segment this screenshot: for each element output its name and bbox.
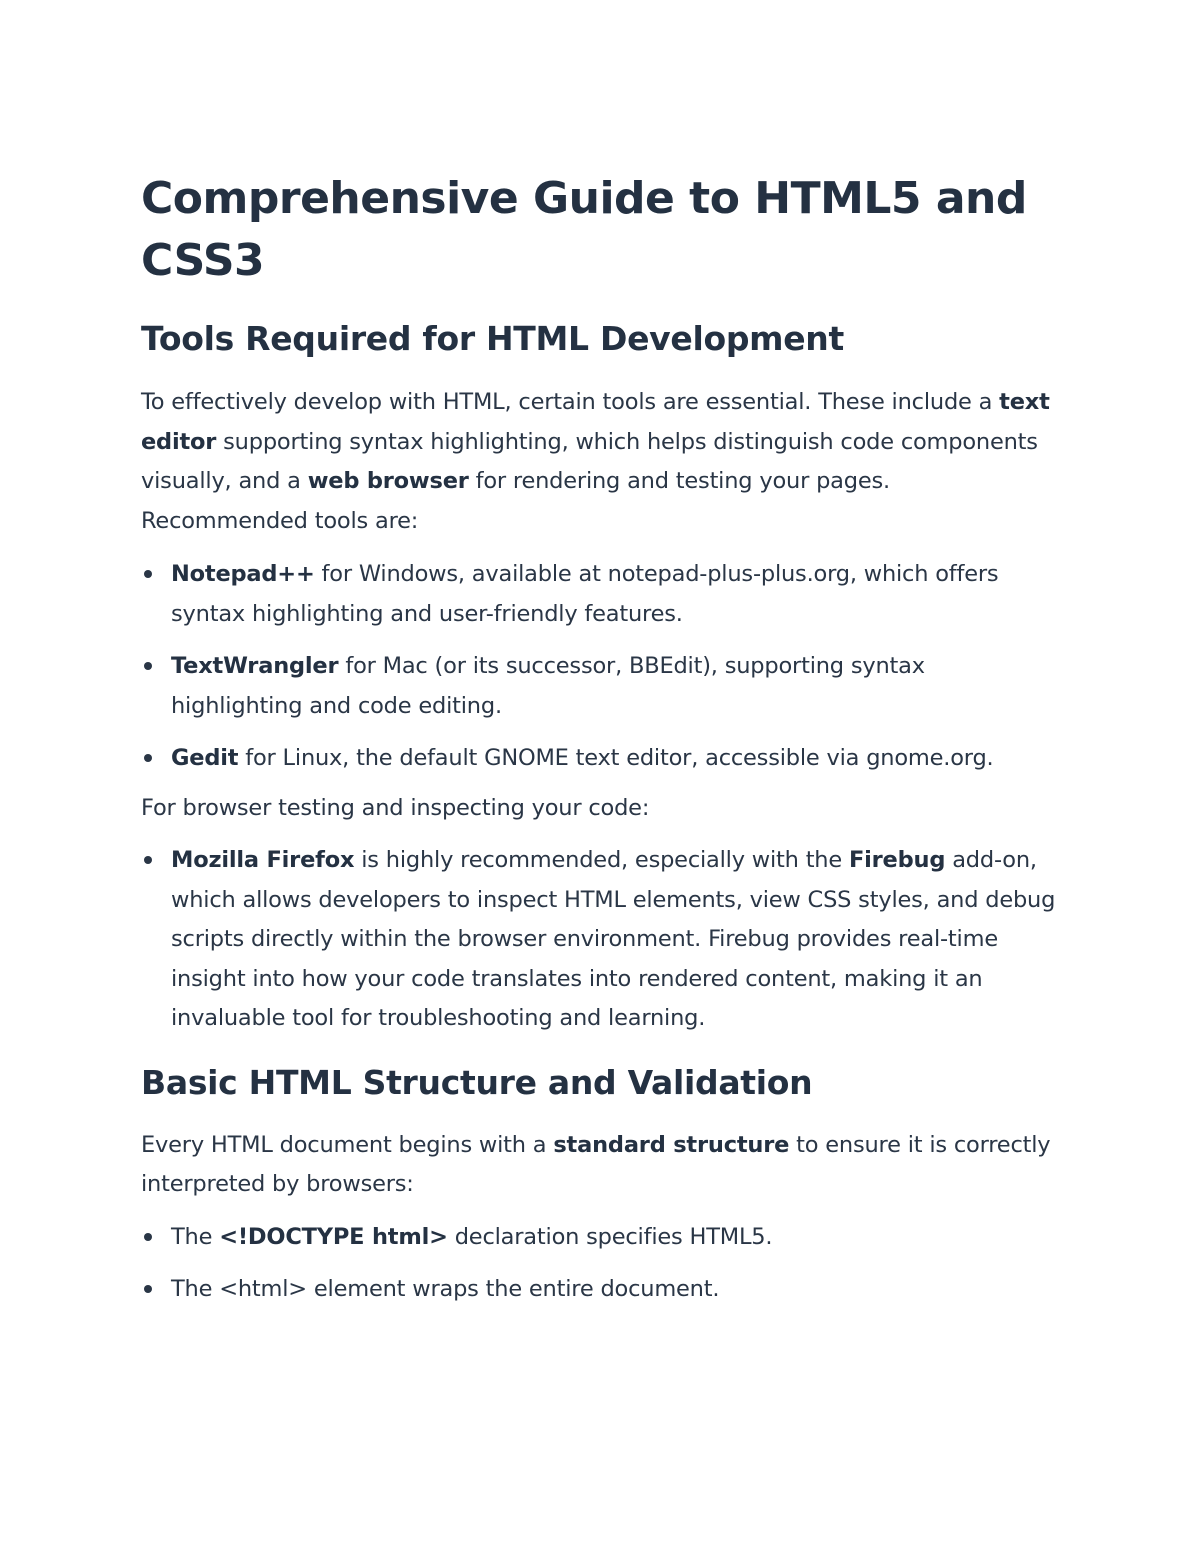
text-run: to ensure it is correctly interpreted by browsers: [141, 1131, 1051, 1197]
editor-list [141, 555, 1061, 779]
item-text: declaration specifies HTML5. [447, 1223, 773, 1250]
item-bold: TextWrangler [171, 653, 339, 679]
item-bold: Gedit [171, 745, 239, 771]
text-run: for rendering and testing your pages. Recommended tools are: [141, 468, 890, 534]
list-item [141, 647, 1061, 726]
section-heading-structure: Basic HTML Structure and Validation [141, 1062, 813, 1102]
bullet-icon [144, 754, 152, 762]
bullet-icon [144, 570, 152, 578]
item-bold: Mozilla Firefox [171, 847, 355, 873]
item-text: for Windows, available at notepad-plus-plus.org, which offers syntax highlighting and user-friendly features. [171, 561, 999, 627]
structure-list [141, 1218, 1061, 1310]
item-text: add-on, which allows developers to inspect HTML elements, view CSS styles, and debug scripts directly within the browser environment. Firebug provides real-time insight into how your code translates into rendered content, making it an invaluable tool for troubleshooting and learning. [171, 847, 1056, 1031]
bullet-icon [144, 662, 152, 670]
item-bold: Firebug [848, 847, 946, 873]
bold-standard-structure: standard structure [553, 1131, 790, 1158]
structure-intro-paragraph [141, 1126, 1061, 1205]
document-title: Comprehensive Guide to HTML5 and CSS3 [141, 173, 1027, 286]
text-run: supporting syntax highlighting, which helps distinguish code components visually, and a [141, 428, 1038, 494]
item-bold: Notepad++ [171, 561, 315, 587]
browser-list [141, 841, 1061, 1039]
item-bold: <!DOCTYPE html> [219, 1223, 448, 1250]
item-text: The [171, 1223, 220, 1250]
item-text: for Linux, the default GNOME text editor, accessible via gnome.org. [238, 745, 994, 771]
item-text: for Mac (or its successor, BBEdit), supporting syntax highlighting and code editing. [171, 653, 925, 719]
browser-intro-paragraph: For browser testing and inspecting your code: [141, 794, 650, 821]
section-heading-tools: Tools Required for HTML Development [141, 319, 844, 358]
text-run: To effectively develop with HTML, certain tools are essential. These include a [141, 389, 1000, 415]
list-item [141, 841, 1061, 1039]
text-run: Every HTML document begins with a [141, 1131, 554, 1158]
list-item [141, 739, 1061, 779]
item-text: The <html> element wraps the entire document. [171, 1276, 720, 1302]
bold-web-browser: web browser [307, 468, 469, 494]
document-page [141, 168, 1061, 1310]
tools-intro-paragraph [141, 383, 1061, 541]
list-item [141, 555, 1061, 634]
list-item [141, 1270, 1061, 1310]
list-item [141, 1218, 1061, 1258]
item-text: is highly recommended, especially with the [354, 847, 849, 873]
bullet-icon [144, 856, 152, 864]
bullet-icon [144, 1285, 152, 1293]
bullet-icon [144, 1233, 152, 1241]
bold-text-editor: text editor [141, 389, 1050, 455]
